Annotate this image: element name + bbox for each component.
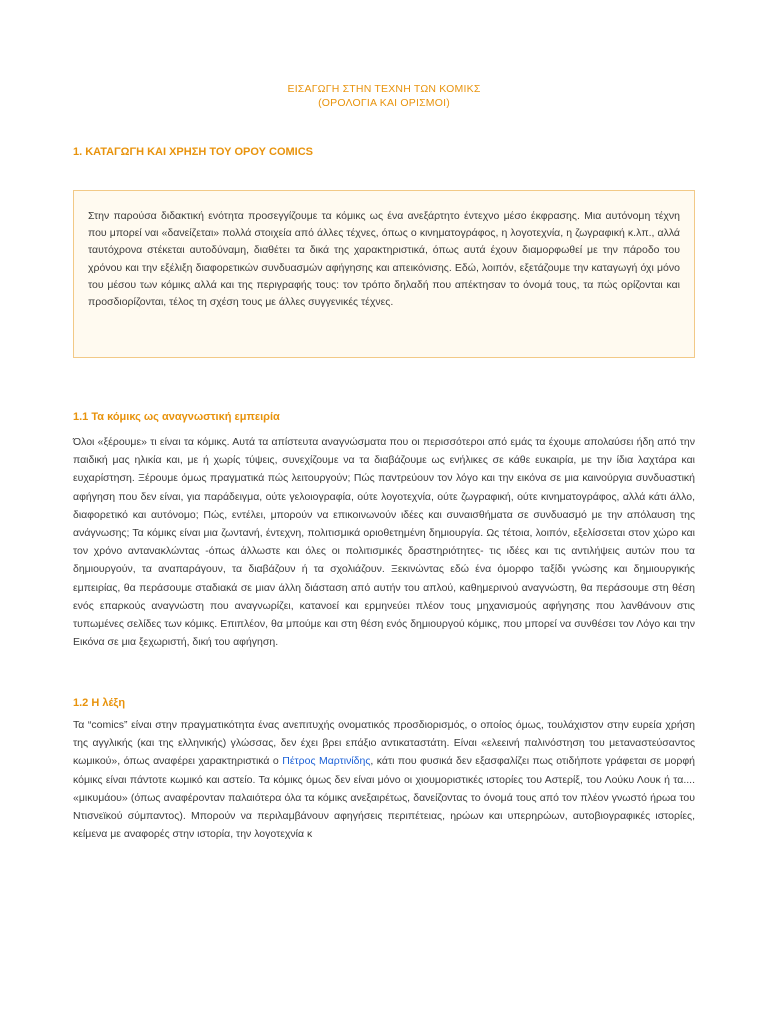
document-title: [0, 82, 768, 110]
section-1-2-text-start: Τα “comics” είναι στην πραγματικότητα ένας ανεπιτυχής ονοματικός προσδιορισμός, ο οποίος όμως, τουλάχιστον στην ευρεία χρήση της αγγλικής (και της ελληνικής) γλώσσας, δεν έχει βρει επάξιο αντικαταστάτη. Είναι «ελεεινή παλινόστηση του μεταναστεύσαντος κωμικού», όπως αναφέρει χαρακτηριστικά ο: [73, 719, 695, 768]
title-line-2: (ΟΡΟΛΟΓΙΑ ΚΑΙ ΟΡΙΣΜΟΙ): [318, 97, 450, 109]
author-link[interactable]: Πέτρος Μαρτινίδης: [282, 755, 371, 768]
title-line-1: ΕΙΣΑΓΩΓΗ ΣΤΗΝ ΤΕΧΝΗ ΤΩΝ ΚΟΜΙΚΣ: [287, 83, 481, 95]
section-1-2-text-end: , κάτι που φυσικά δεν εξασφαλίζει πως οτιδήποτε γράφεται σε μορφή κόμικς είναι πάντοτε κωμικό και αστείο. Τα κόμικς όμως δεν είναι μόνο οι χιουμοριστικές ιστορίες του Αστερίξ, του Λούκυ Λουκ ή τα.... «μικυμάου» (όπως αναφέρονταν παλαιότερα όλα τα κόμικς ανεξαιρέτως, δανείζοντας το όνομά τους από τον πλέον γνωστό ήρωα του Ντισνεϊκού σύμπαντος). Μπορούν να περιλαμβάνουν αφηγήσεις περιπέτειας, ηρώων και υπερηρώων, αυτοβιογραφικές ιστορίες, κείμενα με αναφορές στην ιστορία, την λογοτεχνία κ: [73, 755, 695, 841]
section-1-2-paragraph: [73, 716, 695, 843]
section-1-1-paragraph: Όλοι «ξέρουμε» τι είναι τα κόμικς. Αυτά τα απίστευτα αναγνώσματα που οι περισσότεροι από εμάς τα έχουμε απολαύσει ήδη από την παιδική μας ηλικία και, με ή χωρίς τύψεις, συνεχίζουμε να τα διαβάζουμε ως ενήλικες σε κάθε ευκαιρία, με την ίδια λαχτάρα και ευχαρίστηση. Ξέρουμε όμως πραγματικά πώς λειτουργούν; Πώς παντρεύουν τον λόγο και την εικόνα σε μια καινούργια συνδυαστική αφήγηση που δεν είναι, για παράδειγμα, ούτε γελοιογραφία, ούτε λογοτεχνία, ούτε ζωγραφική, ούτε κινηματογράφος, αλλά κάτι άλλο, διαφορετικό και αυτόνομο; Πώς, εντέλει, μπορούν να επικοινωνούν ιδέες και συναισθήματα σε συνδυασμό με την απόλαυση της ανάγνωσης; Τα κόμικς είναι μια ζωντανή, έντεχνη, πολιτισμικά οριοθετημένη δημιουργία. Ως τέτοια, λοιπόν, εξελίσσεται στον χώρο και τον χρόνο αντανακλώντας -όπως άλλωστε και όλες οι πολιτισμικές δραστηριότητες- τις ιδέες και τις αντιλήψεις αυτών που τα δημιουργούν, τα αναπαράγουν, τα διαβάζουν ή τα σχολιάζουν. Ξεκινώντας εδώ ένα όμορφο ταξίδι γνώσης και δημιουργικής εμπειρίας, θα περάσουμε σταδιακά σε μιαν άλλη διάσταση από αυτήν του απλού, καθημερινού αναγνώστη, θα περάσουμε στη θέση ενός επαρκούς αναγνώστη που αναγνωρίζει, κατανοεί και ερμηνεύει πλέον τους μηχανισμούς αφήγησης που λανθάνουν στις τυπωμένες σελίδες των κόμικς. Επιπλέον, θα μπούμε και στη θέση ενός δημιουργού κόμικς, που μπορεί να συνθέσει τον Λόγο και την Εικόνα σε μια ξεχωριστή, δική του αφήγηση.: [73, 436, 695, 649]
section-1-2-heading: 1.2 Η λέξη: [73, 697, 126, 709]
section-1-heading: 1. ΚΑΤΑΓΩΓΗ ΚΑΙ ΧΡΗΣΗ ΤΟΥ ΟΡΟΥ COMICS: [73, 146, 314, 158]
section-1-1-heading: 1.1 Τα κόμικς ως αναγνωστική εμπειρία: [73, 411, 280, 423]
intro-box-text: Στην παρούσα διδακτική ενότητα προσεγγίζουμε τα κόμικς ως ένα ανεξάρτητο έντεχνο μέσο έκφρασης. Μια αυτόνομη τέχνη που μπορεί ναι «δανείζεται» πολλά στοιχεία από άλλες τέχνες, όπως ο κινηματογράφος, η λογοτεχνία, η ζωγραφική κ.λπ., αλλά ταυτόχρονα στέκεται αυτοδύναμη, διαθέτει τα δικά της χαρακτηριστικά, όπως αυτά έχουν διαμορφωθεί με την πάροδο του χρόνου και την εξέλιξη διαφορετικών συνδυασμών αφήγησης και απεικόνισης. Εδώ, λοιπόν, εξετάζουμε την καταγωγή όχι μόνο του μέσου των κόμικς αλλά και της περιγραφής τους: τον τρόπο δηλαδή που απέκτησαν το όνομά τους, τα πώς ορίζονται και προσδιορίζονται, τέλος τη σχέση τους με άλλες συγγενικές τέχνες.: [88, 210, 680, 309]
intro-box: [73, 190, 695, 358]
